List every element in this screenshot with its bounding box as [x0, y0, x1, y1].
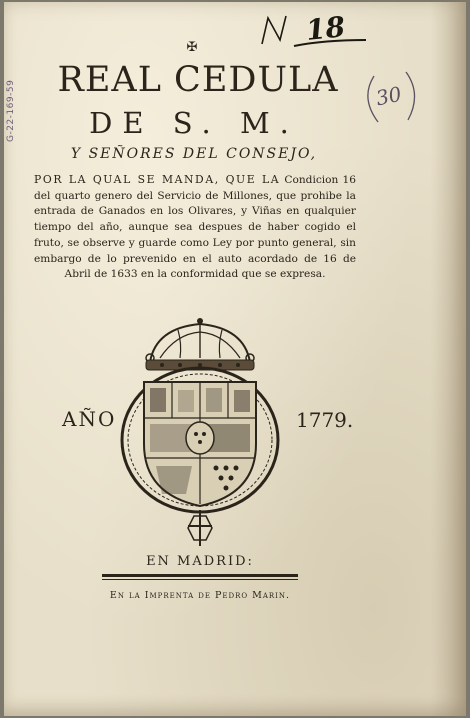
printer-line: En la Imprenta de Pedro Marin. — [109, 590, 291, 601]
subtitle: Y SEÑORES DEL CONSEJO, — [70, 146, 318, 162]
handwritten-note-value: 30 — [373, 81, 404, 111]
handwritten-number-value: 18 — [304, 10, 347, 47]
divider-thick — [102, 574, 298, 577]
page-edge-shadow — [430, 2, 466, 716]
body-lead: POR LA QUAL SE MANDA, QUE LA — [34, 173, 281, 186]
year-label: AÑO — [62, 407, 117, 431]
cross-ornament-icon: ✠ — [186, 40, 198, 55]
body-rest: Condicion 16 del quarto genero del Servicio de Millones, que prohibe la entrada de Ganados en los Olivares, y Viñas en qualquier tiempo del año, aunque sea despues de haber cogido el fruto, se observe y guarde como Ley por punto general, sin embargo de lo prevenido en el auto acordado de 16 de Abril de 1633 en la conformidad que se expresa. — [34, 174, 356, 281]
royal-coat-of-arms-icon — [116, 318, 284, 550]
shelfmark-stamp: G-22-169-59 — [6, 79, 16, 142]
body-text — [34, 172, 356, 283]
divider-thin — [102, 579, 298, 580]
title-line-1: REAL CEDULA — [57, 60, 339, 100]
imprint-place: EN MADRID: — [146, 554, 254, 569]
year-value: 1779. — [296, 408, 354, 432]
document-page — [4, 2, 466, 716]
handwritten-number — [254, 10, 374, 50]
title-line-2: DE S. M. — [89, 106, 299, 140]
